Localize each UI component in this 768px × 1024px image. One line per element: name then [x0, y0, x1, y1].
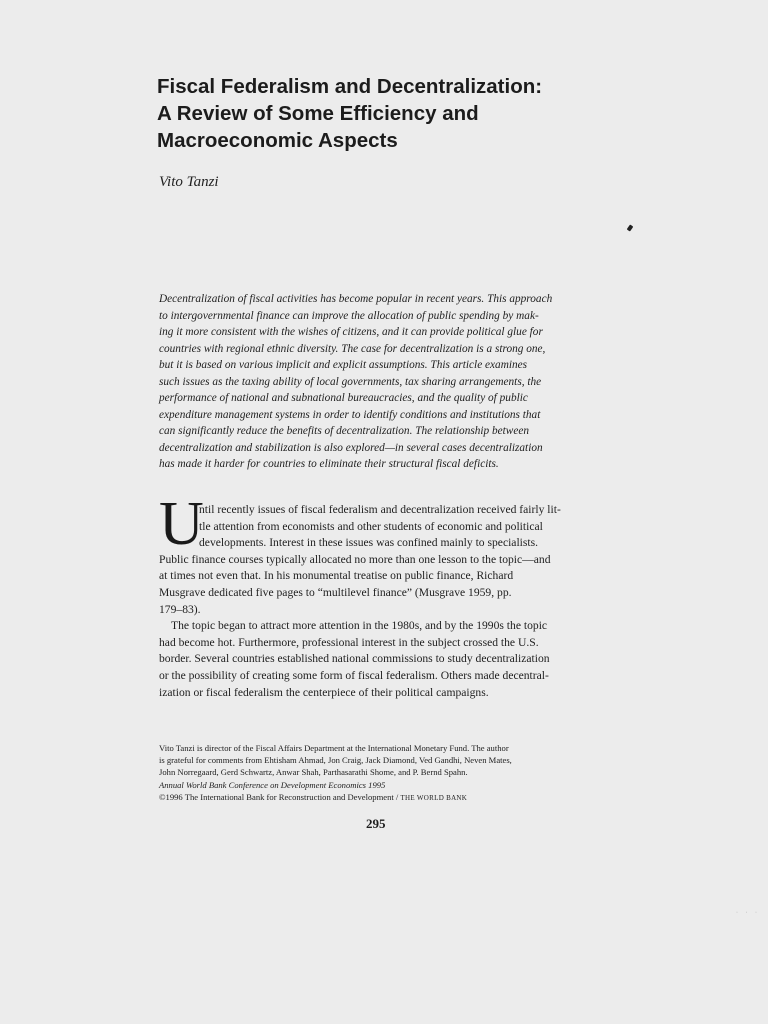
- body-line: border. Several countries established national commissions to study decentralization: [159, 652, 550, 666]
- abstract-line: but it is based on various implicit and explicit assumptions. This article examines: [159, 359, 528, 371]
- conference-note: Annual World Bank Conference on Development Economics 1995: [159, 779, 386, 790]
- body-line: ization or fiscal federalism the centerpiece of their political campaigns.: [159, 685, 489, 699]
- body-line: developments. Interest in these issues was confined mainly to specialists.: [199, 536, 539, 550]
- body-line: ntil recently issues of fiscal federalism and decentralization received fairly lit-: [199, 503, 561, 516]
- abstract-line: ing it more consistent with the wishes of citizens, and it can provide political glue for: [159, 326, 543, 338]
- paragraph-1-rest: [159, 552, 591, 618]
- paragraph-2: [159, 618, 591, 701]
- abstract-line: expenditure management systems in order to identify conditions and institutions that: [159, 408, 541, 421]
- drop-cap: U: [159, 490, 204, 558]
- abstract: [159, 291, 591, 473]
- body-line: 179–83).: [159, 602, 201, 616]
- body-line: at times not even that. In his monumental treatise on public finance, Richard: [159, 569, 514, 583]
- body-line: Musgrave dedicated five pages to “multilevel finance” (Musgrave 1959, pp.: [159, 585, 512, 599]
- copyright-line: [159, 791, 599, 804]
- title-line-2: A Review of Some Efficiency and: [157, 102, 479, 125]
- abstract-line: has made it harder for countries to eliminate their structural fiscal deficits.: [159, 458, 499, 470]
- paragraph-1-indented: [159, 502, 591, 552]
- abstract-line: can significantly reduce the benefits of decentralization. The relationship between: [159, 425, 530, 437]
- scan-speck: [627, 224, 634, 231]
- scan-marks: · · ·: [736, 910, 760, 916]
- footnote-line: is grateful for comments from Ehtisham Ahmad, Jon Craig, Jack Diamond, Ved Gandhi, Neven Mates,: [159, 755, 512, 766]
- article-title: [157, 73, 617, 154]
- abstract-line: such issues as the taxing ability of local governments, tax sharing arrangements, the: [159, 375, 542, 388]
- footnote-line: John Norregaard, Gerd Schwartz, Anwar Shah, Parthasarathi Shome, and P. Bernd Spahn.: [159, 767, 468, 778]
- body-line: Public finance courses typically allocated no more than one lesson to the topic—and: [159, 552, 551, 566]
- abstract-line: Decentralization of fiscal activities has become popular in recent years. This approach: [159, 293, 553, 305]
- page-number: 295: [366, 816, 386, 831]
- abstract-line: decentralization and stabilization is also explored—in several cases decentralization: [159, 441, 543, 454]
- title-line-3: Macroeconomic Aspects: [157, 129, 398, 152]
- body-line: or the possibility of creating some form of fiscal federalism. Others made decentral-: [159, 668, 549, 682]
- body-text: [159, 502, 591, 701]
- abstract-line: countries with regional ethnic diversity. The case for decentralization is a strong one,: [159, 342, 546, 355]
- title-line-1: Fiscal Federalism and Decentralization:: [157, 75, 543, 98]
- abstract-line: to intergovernmental finance can improve the allocation of public spending by mak-: [159, 309, 539, 322]
- footnote-line: Vito Tanzi is director of the Fiscal Affairs Department at the International Monetary Fund. The author: [159, 743, 509, 753]
- copyright-org: THE WORLD BANK: [400, 793, 468, 802]
- copyright-text: ©1996 The International Bank for Reconstruction and Development /: [159, 791, 401, 802]
- author-name: Vito Tanzi: [159, 174, 219, 190]
- body-line: The topic began to attract more attention in the 1980s, and by the 1990s the topic: [171, 619, 548, 633]
- body-line: tle attention from economists and other students of economic and political: [199, 519, 543, 533]
- abstract-line: performance of national and subnational bureaucracies, and the quality of public: [159, 392, 528, 404]
- footnote: [159, 742, 599, 804]
- body-line: had become hot. Furthermore, professional interest in the subject crossed the U.S.: [159, 635, 539, 649]
